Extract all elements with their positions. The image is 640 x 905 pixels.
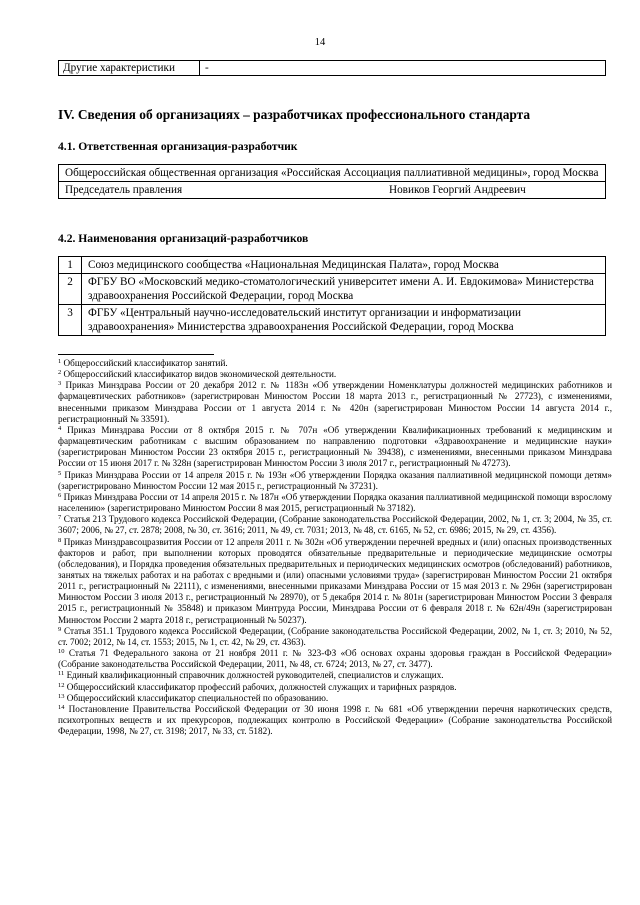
footnote-text: Приказ Минздрава России от 14 апреля 2015 г. № 193н «Об утверждении Порядка оказания паллиативной медицинской помощи детям» (зарегистрировано Минюстом России 12 мая 2015 г., регистрационный № 37231). xyxy=(58,469,612,491)
footnote-text: Приказ Минздрава России от 8 октября 2015 г. № 707н «Об утверждении Квалификационных требований к медицинским и фармацевтическим работникам с высшим образованием по направлению подготовки «Здравоохранение и медицинские науки» (зарегистрирован Минюстом России 23 октября 2015 г., регистрационный № 39438), с изменениями, внесенными приказом Минздрава России от 15 июня 2017 г. № 328н (зарегистрирован Минюстом России 3 июля 2017 г., регистрационный № 47273). xyxy=(58,424,612,469)
footnote-number: 1 xyxy=(58,358,62,365)
other-characteristics-value: - xyxy=(200,61,606,76)
footnotes xyxy=(58,358,612,737)
developer-orgs-heading: 4.2. Наименования организаций-разработчиков xyxy=(58,232,309,245)
footnote-number: 8 xyxy=(58,536,62,544)
row-number: 3 xyxy=(59,305,82,336)
footnote-separator xyxy=(58,354,214,355)
footnote xyxy=(58,470,612,492)
row-number: 1 xyxy=(59,257,82,274)
footnote-number: 4 xyxy=(58,424,62,432)
developer-orgs-table xyxy=(58,256,606,336)
responsible-org-table xyxy=(58,164,606,199)
table-row xyxy=(59,274,606,305)
page-number: 14 xyxy=(314,37,326,48)
footnote-text: Общероссийский классификатор видов экономической деятельности. xyxy=(61,369,337,380)
table-row xyxy=(59,165,606,182)
row-number: 2 xyxy=(59,274,82,305)
footnote-number: 3 xyxy=(58,380,62,388)
footnote-number: 2 xyxy=(58,369,62,377)
footnote-text: Приказ Минздрава России от 14 апреля 2015 г. № 187н «Об утверждении Порядка оказания паллиативной медицинской помощи взрослому населению» (зарегистрировано Минюстом России 8 мая 2015, регистрационный № 37182). xyxy=(58,491,612,514)
footnote-text: Статья 351.1 Трудового кодекса Российской Федерации, (Собрание законодательства Российской Федерации, 2002, № 1, ст. 3; 2010, № 52, ст. 7002; 2012, № 14, ст. 1553; 2015, № 1, ст. 42, № 29, ст. 4363). xyxy=(58,625,612,647)
table-row xyxy=(59,182,606,199)
footnote-number: 7 xyxy=(58,514,62,522)
footnote-text: Единый квалификационный справочник должностей руководителей, специалистов и служащих. xyxy=(64,670,444,681)
developer-org-name: Союз медицинского сообщества «Национальная Медицинская Палата», город Москва xyxy=(82,257,606,274)
footnote xyxy=(58,648,612,670)
footnote-text: Приказ Минздрава России от 20 декабря 2012 г. № 1183н «Об утверждении Номенклатуры должностей медицинских работников и фармацевтических работников» (зарегистрирован Минюстом России 18 марта 2013 г., регистрационный № 27723), с изменениями, внесенными приказом Минздрава России от 1 августа 2014 г. № 420н (зарегистрирован Минюстом России 14 августа 2014 г., регистрационный № 33591). xyxy=(58,380,612,424)
footnote-text: Статья 71 Федерального закона от 21 ноября 2011 г. № 323-ФЗ «Об основах охраны здоровья граждан в Российской Федерации» (Собрание законодательства Российской Федерации, 2011, № 48, ст. 6724; 2013, № 27, ст. 3477). xyxy=(58,648,612,670)
footnote-text: Общероссийский классификатор занятий. xyxy=(61,358,228,368)
footnote xyxy=(58,380,612,425)
responsible-org-heading: 4.1. Ответственная организация-разработчик xyxy=(58,140,298,153)
footnote xyxy=(58,514,612,536)
footnote xyxy=(58,369,612,380)
footnote-text: Общероссийский классификатор специальностей по образованию. xyxy=(64,692,329,703)
table-row xyxy=(59,257,606,274)
responsible-signatory-cell xyxy=(59,182,606,199)
footnote xyxy=(58,704,612,737)
footnote-text: Приказ Минздравсоцразвития России от 12 апреля 2011 г. № 302н «Об утверждении перечней вредных и (или) опасных производственных факторов и работ, при выполнении которых проводятся обязательные предварительные и периодические медицинские осмотры (обследования), и Порядка проведения обязательных предварительных и периодических медицинских осмотров (обследований) работников, занятых на тяжелых работах и на работах с вредными и (или) опасными условиями труда» (зарегистрирован Минюстом России 21 октября 2011 г., регистрационный № 22111), с изменениями, внесенными приказами Минздрава России от 15 мая 2013 г. № 296н (зарегистрирован Минюстом России 3 июля 2013 г., регистрационный № 28970), от 5 декабря 2014 г. № 801н (зарегистрирован Минюстом России 3 февраля 2015 г., регистрационный № 35848) и приказом Минтруда России, Минздрава России от 6 февраля 2018 г. № 62н/49н (зарегистрирован Минюстом России 2 марта 2018 г., регистрационный № 50237). xyxy=(58,536,612,625)
footnote-number: 5 xyxy=(58,469,62,477)
footnote xyxy=(58,626,612,648)
footnote-text: Статья 213 Трудового кодекса Российской Федерации, (Собрание законодательства Российской Федерации, 2002, № 1, ст. 3; 2004, № 35, ст. 3607; 2006, № 27, ст. 2878; 2008, № 30, ст. 3616; 2011, № 49, ст. 7031; 2013, № 48, ст. 6165, № 52, ст. 6986; 2015, № 29, ст. 4356). xyxy=(58,514,612,536)
table-row xyxy=(59,61,606,76)
footnote-number: 12 xyxy=(58,681,65,689)
other-characteristics-table xyxy=(58,60,606,76)
footnote xyxy=(58,670,612,681)
other-characteristics-label: Другие характеристики xyxy=(59,61,200,76)
footnote-number: 10 xyxy=(58,648,65,656)
developer-org-name: ФГБУ «Центральный научно-исследовательский институт организации и информатизации здравоохранения» Министерства здравоохранения Российской Федерации, город Москва xyxy=(82,305,606,336)
footnote-number: 9 xyxy=(58,625,62,633)
section-title: IV. Сведения об организациях – разработчиках профессионального стандарта xyxy=(58,107,531,122)
developer-org-name: ФГБУ ВО «Московский медико-стоматологический университет имени А. И. Евдокимова» Министерства здравоохранения Российской Федерации, город Москва xyxy=(82,274,606,305)
footnote-text: Общероссийский классификатор профессий рабочих, должностей служащих и тарифных разрядов. xyxy=(64,681,457,692)
footnote-text: Постановление Правительства Российской Федерации от 30 июня 1998 г. № 681 «Об утверждении перечня наркотических средств, психотропных веществ и их прекурсоров, подлежащих контролю в Российской Федерации» (Собрание законодательства Российской Федерации, 1998, № 27, ст. 3198; 2017, № 33, ст. 5182). xyxy=(58,703,612,737)
footnote-number: 13 xyxy=(58,692,65,700)
table-row xyxy=(59,305,606,336)
footnote-number: 11 xyxy=(58,670,65,678)
footnote xyxy=(58,492,612,514)
responsible-org-name: Общероссийская общественная организация «Российская Ассоциация паллиативной медицины», город Москва xyxy=(59,165,606,182)
footnote xyxy=(58,537,612,626)
footnote xyxy=(58,358,612,369)
footnote xyxy=(58,682,612,693)
footnote-number: 14 xyxy=(58,703,65,711)
footnote-number: 6 xyxy=(58,491,62,499)
signatory-position: Председатель правления xyxy=(65,184,183,196)
footnote xyxy=(58,693,612,704)
signatory-name: Новиков Георгий Андреевич xyxy=(389,184,526,196)
footnote xyxy=(58,425,612,470)
